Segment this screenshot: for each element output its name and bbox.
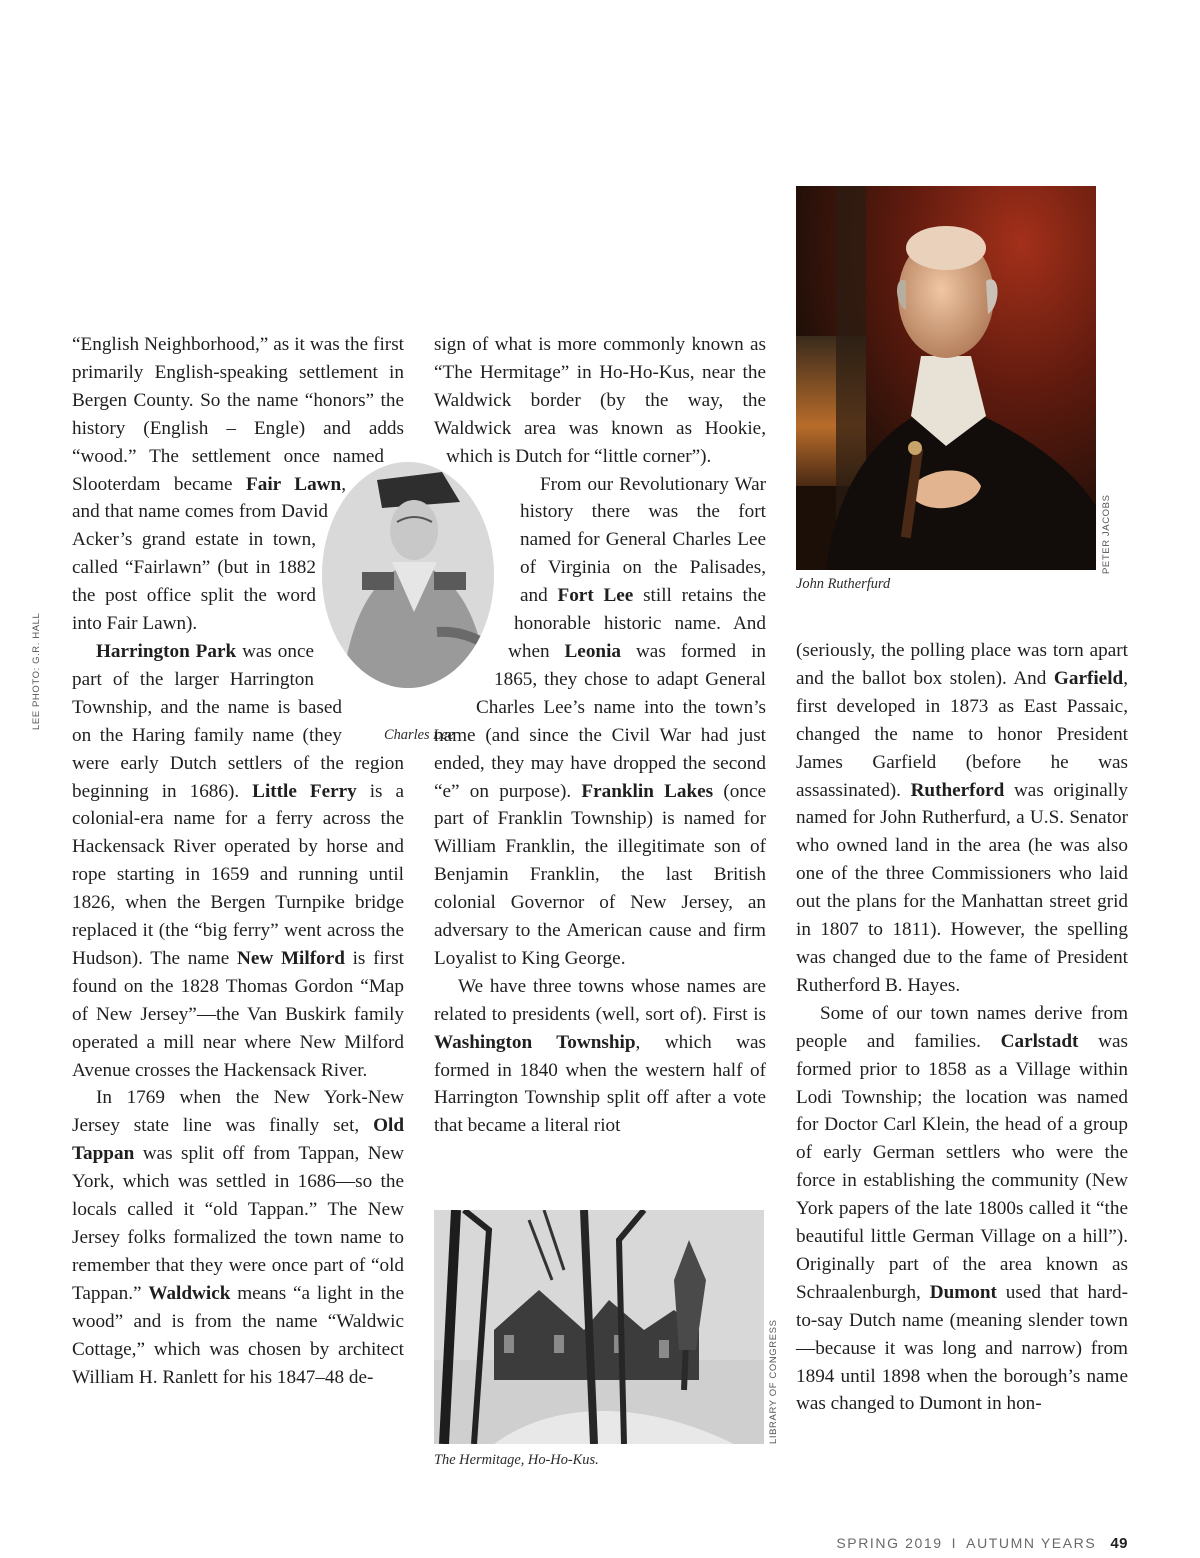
col1-paragraph-3: In 1769 when the New York-New Jersey state line was finally set, Old Tappan was split off from Tappan, New York, which was settled in 1686—so the locals called it “old Tappan.” The New Jersey folks formalized the town name to remember that they were once part of “old Tappan.” Waldwick means “a light in the wood” and is from the name “Waldwic Cottage,” which was chosen by architect William H. Ranlett for his 1847–48 de- — [72, 1087, 404, 1388]
town-rutherford: Rutherford — [910, 779, 1005, 801]
town-little-ferry: Little Ferry — [252, 780, 357, 802]
town-carlstadt: Carlstadt — [1000, 1030, 1079, 1052]
town-new-milford: New Milford — [237, 947, 345, 969]
town-leonia: Leonia — [564, 640, 622, 662]
col1-paragraph-2: Harrington Park was once part of the larger Harrington Township, and the name is based on the Haring family name (they were early Dutch settlers of the region beginning in 1686). Little Ferry is a colonial-era name for a ferry across the Hackensack River operated by horse and rope starting in 1659 and running until 1826, when the Bergen Turnpike bridge replaced it (the “big ferry” went across the Hudson). The name New Milford is first found on the 1828 Thomas Gordon “Map of New Jersey”—the Van Buskirk family operated a mill near where New Milford Avenue crosses the Hackensack River. — [72, 640, 404, 1081]
rutherfurd-photo-credit: PETER JACOBS — [1101, 494, 1112, 574]
article-column-2 — [434, 331, 766, 1140]
col3-paragraph-1: (seriously, the polling place was torn apart and the ballot box stolen). And Garfield, first developed in 1873 as East Passaic, changed the name to honor President James Garfield (before he was assassinated). Rutherford was originally named for John Rutherfurd, a U.S. Senator who owned land in the area (he was also one of the three Commissioners who laid out the plans for the Manhattan street grid in 1807 to 1811). However, the spelling was changed due to the fame of President Rutherford B. Hayes. — [796, 640, 1128, 996]
lee-photo-credit: LEE PHOTO: G.R. HALL — [31, 612, 42, 730]
rutherfurd-caption: John Rutherfurd — [796, 576, 891, 592]
col1-paragraph-1: “English Neighborhood,” as it was the first primarily English-speaking settlement in Bergen County. So the name “honors” the history (English – Engle) and adds “wood.” The settlement once named Slooterdam became Fair Lawn, and that name comes from David Acker’s grand estate in town, called “Fairlawn” (but in 1882 the post office split the word into Fair Lawn). — [72, 334, 404, 635]
town-harrington-park: Harrington Park — [96, 640, 237, 662]
town-waldwick: Waldwick — [148, 1282, 231, 1304]
hermitage-caption: The Hermitage, Ho-Ho-Kus. — [434, 1452, 599, 1468]
town-fair-lawn: Fair Lawn — [246, 473, 342, 495]
footer-magazine: AUTUMN YEARS — [966, 1535, 1097, 1551]
article-column-3 — [796, 637, 1128, 1418]
town-washington-township: Washington Township — [434, 1031, 636, 1053]
town-franklin-lakes: Franklin Lakes — [581, 780, 714, 802]
town-garfield: Garfield — [1053, 667, 1124, 689]
page-footer — [836, 1535, 1128, 1552]
town-old-tappan: Old Tappan — [72, 1115, 404, 1165]
col3-paragraph-2: Some of our town names derive from people and families. Carlstadt was formed prior to 1858 as a Village within Lodi Township; the location was named for Doctor Carl Klein, the head of a group of early German settlers who were the force in establishing the community (New York papers of the late 1800s called it “the beautiful little German Village on a hill”). Originally part of the area known as Schraalenburgh, Dumont used that hard-to-say Dutch name (meaning slender town—because it was long and narrow) from 1894 until 1898 when the borough’s name was changed to Dumont in hon- — [796, 1002, 1129, 1415]
article-column-1 — [72, 331, 404, 1391]
hermitage-photo-credit: LIBRARY OF CONGRESS — [768, 1319, 779, 1444]
john-rutherfurd-portrait — [796, 186, 1096, 570]
town-dumont: Dumont — [929, 1281, 997, 1303]
col2-paragraph-3: We have three towns whose names are related to presidents (well, sort of). First is Washington Township, which was formed in 1840 when the western half of Harrington Township split off after a vote that became a literal riot — [434, 975, 766, 1137]
footer-separator: I — [951, 1535, 958, 1551]
footer-issue: SPRING 2019 — [836, 1535, 943, 1551]
hermitage-photo — [434, 1210, 764, 1444]
charles-lee-caption: Charles Lee — [384, 727, 454, 743]
town-fort-lee: Fort Lee — [557, 585, 634, 607]
col2-paragraph-2: From our Revolutionary War history there was the fort named for General Charles Lee of Virginia on the Palisades, and Fort Lee still retains the honorable historic name. And when Leonia was formed in 1865, they chose to adapt General Charles Lee’s name into the town’s name (and since the Civil War had just ended, they may have dropped the second “e” on purpose). Franklin Lakes (once part of Franklin Township) is named for William Franklin, the illegitimate son of Benjamin Franklin, the last British colonial Governor of New Jersey, an adversary to the American cause and firm Loyalist to King George. — [434, 473, 766, 969]
page-number: 49 — [1110, 1535, 1128, 1552]
col2-paragraph-1: sign of what is more commonly known as “The Hermitage” in Ho-Ho-Kus, near the Waldwick border (by the way, the Waldwick area was known as Hookie, which is Dutch for “little corner”). — [434, 334, 766, 467]
